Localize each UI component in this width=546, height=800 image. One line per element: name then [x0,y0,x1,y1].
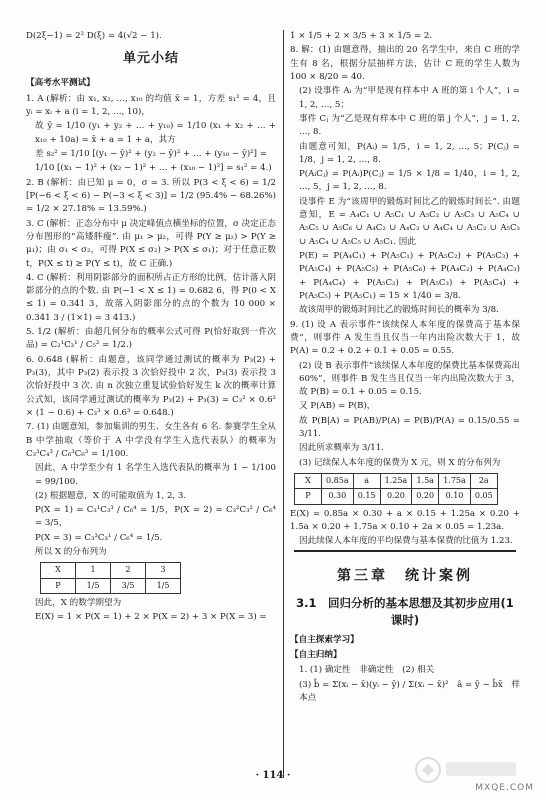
answer-9-ratio: 因此续保人本年度的平均保费与基本保费的比值为 1.23. [299,536,513,547]
table-cell: P [295,489,322,504]
answer-8-event-e: 设事件 E 为“该周甲的锻炼时间比乙的锻炼时间长”. 由题意知，E = A₄C₁ ∪ A₅C₁ ∪ A₅C₂ ∪ A₅C₃ ∪ A₅C₄ ∪ A₅C₅ ∪ A₅C₆ ∪ A₄C₂ ∪ A₄C₃ ∪ A₄C₄ ∪ A₅C₂ ∪ A₅C₃ ∪ A₅C₄ ∪ A₅C₅ ∪ A₅C₁. 因此 [299,196,520,247]
section-tag: 【高考水平测试】 [26,78,95,89]
table-cell: 1.5a [412,474,439,489]
expectation-result: 1 × 1/5 + 2 × 3/5 + 3 × 1/5 = 2. [290,31,433,41]
table-row [295,489,498,504]
answer-5: 5. 1/2 (解析：由超几何分布的概率公式可得 P(恰好取到一件次品) = C₂¹C₃¹ / C₅² = 1/2.) [26,327,276,351]
answer-8-conclusion: 故该周甲的锻炼时间比乙的锻炼时间长的概率为 3/8. [299,305,499,316]
table-cell: 0.20 [412,489,439,504]
answer-9-expectation: E(X) = 0.85a × 0.30 + a × 0.15 + 1.25a × 0.20 + 1.5a × 0.20 + 1.75a × 0.10 + 2a × 0.05 = 1.23a. [290,508,520,533]
answer-9-result: 因此所求概率为 3/11. [299,443,384,454]
answer-7-prob: P(X = 3) = C₃³C₃¹ / C₆⁴ = 1/5. [35,532,163,543]
answer-8-pe: P(E) = P(A₄C₁) + P(A₅C₁) + P(A₅C₂) + P(A₅C₃) + P(A₅C₄) + P(A₅C₅) + P(A₅C₆) + P(A₄C₂) + P(A₄C₃) + P(A₄C₄) + P(A₅C₂) + P(A₅C₃) + P(A₅C₄) + P(A₅C₅) + P(A₅C₁) = 15 × 1/40 = 3/8. [299,251,520,301]
answer-1-cont: 故 ȳ = 1/10 (y₁ + y₂ + … + y₁₀) = 1/10 (x₁ + x₂ + … + x₁₀ + 10a) = x̄ + a = 1 + a，其方 [35,121,276,145]
table-cell: 1/5 [76,578,111,593]
distribution-table-premium [294,473,498,505]
answer-1-cont: 差 s₂² = 1/10 [(y₁ − ȳ)² + (y₂ − ȳ)² + … + (y₁₀ − ȳ)²] = [35,149,267,160]
table-row [41,563,181,578]
expectation-formula: E(X) = 1 × P(X = 1) + 2 × P(X = 2) + 3 × P(X = 3) = [35,612,267,623]
summary-item-regression: (3) b̂ = Σ(xᵢ − x̄)(yᵢ − ȳ) / Σ(xᵢ − x̄)² â = ȳ − b̂x̄ 样本点 [299,679,520,703]
column-divider [283,30,284,778]
answer-7: 7. (1) 由题意知，参加集训的男生、女生各有 6 名. 参赛学生全从 B 中学抽取（等价于 A 中学没有学生入选代表队）的概率为 C₃³C₄³ / C₆³C₆³ = 1/100. [26,422,276,459]
watermark-text: MXQE.COM [475,783,534,794]
table-cell: 0.05 [470,489,497,504]
section-title: 3.1 回归分析的基本思想及其初步应用(1 课时) [296,596,514,627]
left-column [26,30,276,626]
table-cell: 2 [111,563,146,578]
table-cell: 2a [470,474,497,489]
chapter-rule [294,550,516,552]
unit-title: 单元小结 [122,51,179,67]
chapter-title: 第三章 统计案例 [337,567,473,584]
table-cell: 3/5 [111,578,146,593]
answer-3: 3. C (解析：正态分布中 μ 决定峰值点横坐标的位置，σ 决定正态分布图形的“高矮胖瘦”. 由 μ₁ > μ₂，可得 P(Y ≥ μ₂) > P(Y ≥ μ₁)；由 σ₁ < σ₂，可得 P(X ≤ σ₂) > P(X ≤ σ₁)；对于任意正数 t，P(X ≤ t) ≥ P(Y ≤ t)，故 C 正确.) [26,218,276,269]
table-cell: 0.20 [380,489,412,504]
answer-7-cont: 因此，A 中学至少有 1 名学生入选代表队的概率为 1 − 1/100 = 99/100. [35,463,276,487]
table-cell: 1.25a [380,474,412,489]
table-row [295,474,498,489]
answer-7-prob: P(X = 1) = C₃¹C₃³ / C₆⁴ = 1/5，P(X = 2) = C₃²C₃² / C₆⁴ = 3/5， [35,505,276,529]
table-cell: 0.15 [353,489,380,504]
answer-7-part2: (2) 根据题意，X 的可能取值为 1, 2, 3. [35,490,187,501]
table-cell: 1/5 [146,578,181,593]
answer-8: 8. 解：(1) 由题意得，抽出的 20 名学生中，来自 C 班的学生有 8 名，根据分层抽样方法，估计 C 班的学生人数为 100 × 8/20 = 40. [290,45,520,82]
answer-9-pab: 又 P(AB) = P(B)， [299,401,376,412]
table-cell: 3 [146,563,181,578]
answer-9-part3: (3) 记续保人本年度的保费为 X 元，则 X 的分布列为 [299,457,501,468]
answer-1: 1. A (解析：由 x₁, x₂, …, x₁₀ 的均值 x̄ = 1，方差 s₁² = 4，且 yᵢ = xᵢ + a (i = 1, 2, …, 10)， [26,93,276,118]
answer-8-probs: 由题意可知，P(Aᵢ) = 1/5，i = 1, 2, …, 5；P(Cⱼ) = 1/8，j = 1, 2, …, 8. [299,141,520,165]
table-cell: a [353,474,380,489]
page-number: · 114 · [255,770,291,781]
table-cell: 1 [76,563,111,578]
table-cell: X [295,474,322,489]
section-tag-summary: 【自主归纳】 [290,649,342,660]
answer-2: 2. B (解析：由已知 μ = 0，σ = 3. 所以 P(3 < ξ < 6) = 1/2 [P(−6 < ξ < 6) − P(−3 < ξ < 3)] = 1/2 (95.4% − 68.26%) = 1/2 × 27.18% = 13.59%.) [26,177,276,215]
summary-item-1: 1. (1) 确定性 非确定性 (2) 相关 [299,665,435,676]
answer-1-cont: 1/10 [(x₁ − 1)² + (x₂ − 1)² + … + (x₁₀ − 1)²] = s₁² = 4.) [35,163,272,174]
table-cell: 1.75a [439,474,471,489]
answer-9-part2: (2) 设 B 表示事件“该续保人本年度的保费比基本保费高出 60%”，则事件 B 发生当且仅当一年内出险次数大于 3，故 P(B) = 0.1 + 0.05 = 0.15. [299,360,520,398]
table-cell: 0.85a [322,474,354,489]
table-cell: P [41,578,76,593]
top-formula: D(2ξ−1) = 2² D(ξ) = 4(√2 − 1). [26,31,162,41]
table-cell: 0.10 [439,489,471,504]
section-tag-explore: 【自主探索学习】 [290,634,359,645]
right-column [290,30,520,706]
answer-9: 9. (1) 设 A 表示事件“该续保人本年度的保费高于基本保费”，则事件 A 发生当且仅当一年内出险次数大于 1，故 P(A) = 0.2 + 0.2 + 0.1 + 0.05 = 0.55. [290,319,520,357]
table-cell: 0.30 [322,489,354,504]
answer-8-event-c: 事件 Cⱼ 为“乙是现有样本中 C 班的第 j 个人”，j = 1, 2, …, 8. [299,113,520,138]
answer-8-joint: P(AᵢCⱼ) = P(Aᵢ)P(Cⱼ) = 1/5 × 1/8 = 1/40，i = 1, 2, …, 5，j = 1, 2, …, 8. [299,169,520,193]
answer-7-dist-intro: 所以 X 的分布列为 [35,547,107,558]
answer-4: 4. C (解析：利用阴影部分的面积所占正方形的比例，估计落入阴影部分的点的个数. 由 P(−1 < X ≤ 1) = 0.682 6，得 P(0 < X ≤ 1) = 0.341 3，故落入阴影部分的点的个数为 10 000 × 0.341 3 / (1×1) = 3 413.) [26,272,276,323]
table-cell: X [41,563,76,578]
table-row [41,578,181,593]
answer-9-conditional: 故 P(B|A) = P(AB)/P(A) = P(B)/P(A) = 0.15/0.55 = 3/11. [299,415,520,440]
answer-8-event-a: (2) 设事件 Aᵢ 为“甲是现有样本中 A 班的第 i 个人”，i = 1, 2, …, 5； [299,86,520,110]
distribution-table-x [40,562,181,594]
answer-6: 6. 0.648 (解析：由题意，该同学通过测试的概率为 P₃(2) + P₃(3)，其中 P₃(2) 表示投 3 次恰好投中 2 次，P₃(3) 表示投 3 次恰好投中 3 次. 由 n 次独立重复试验恰好发生 k 次的概率计算公式知，该同学通过测试的概率为 P₃(2) + P₃(3) = C₃² × 0.6² × (1 − 0.6) + C₃³ × 0.6³ = 0.648.) [26,354,276,418]
expectation-intro: 因此，X 的数学期望为 [35,598,122,609]
